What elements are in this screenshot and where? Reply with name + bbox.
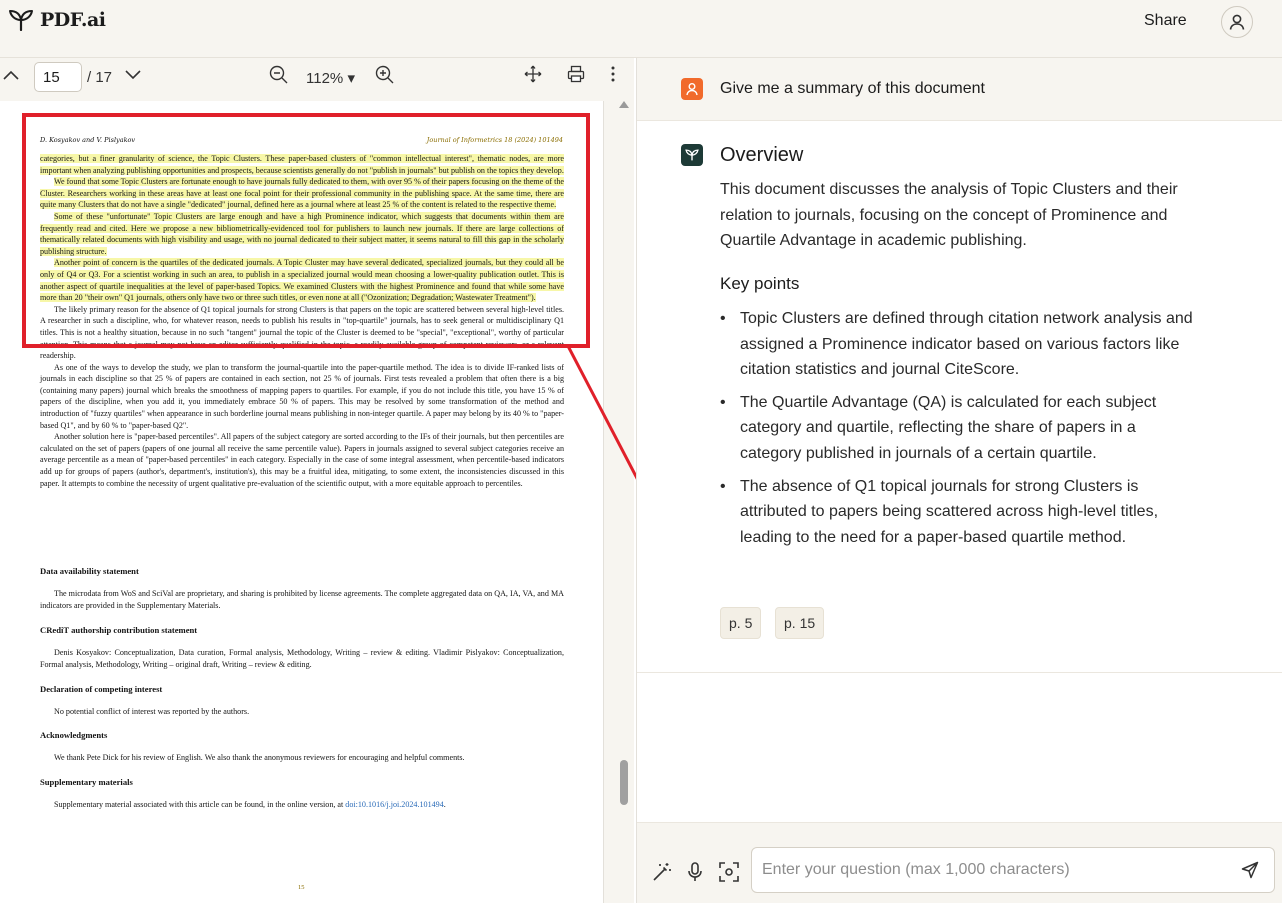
account-button[interactable] <box>1221 6 1253 38</box>
key-points-list <box>720 306 1200 557</box>
user-icon <box>1228 13 1246 31</box>
send-icon <box>1241 861 1259 879</box>
scroll-thumb[interactable] <box>620 760 628 805</box>
section-body: No potential conflict of interest was reported by the authors. <box>54 707 250 716</box>
assistant-avatar <box>681 144 703 166</box>
pan-button[interactable] <box>523 64 543 84</box>
pdf-paragraph <box>40 304 564 362</box>
section-body: Denis Kosyakov: Conceptualization, Data curation, Formal analysis, Methodology, Writing – review & editing. Vladimir Pislyakov: Conceptualization, Formal analysis, Methodology, Writing – original draft, Writing – review & editing. <box>40 648 564 669</box>
send-button[interactable] <box>1239 859 1261 881</box>
pdf-page-number: 15 <box>298 884 305 891</box>
chat-input-bar <box>637 822 1282 903</box>
body-text: Another solution here is "paper-based percentiles". All papers of the subject category are sorted according to the IFs of their journals, but then percentiles are calculated on the set of papers (papers of one journal all receive the same percentile value). Papers in journals assigned to several subject categories receive an average percentile as a mean of "paper-based percentiles" in each category. Especially in the case of some integral assessment, when percentile-based indicators add up for groups of papers (author's, department's, institution's), this may be a fruitful idea, mitigating, to some extent, the inconsistencies discussed in this paper. It attempts to combine the necessity of urgent qualitative pre-evaluation of the scientific output, with a more equitable approach to percentiles. <box>40 432 564 488</box>
screenshot-button[interactable] <box>717 860 741 884</box>
user-avatar <box>681 78 703 100</box>
doi-link[interactable]: doi:10.1016/j.joi.2024.101494 <box>345 800 444 809</box>
section-body: We thank Pete Dick for his review of English. We also thank the anonymous reviewers for encouraging and helpful comments. <box>54 753 465 762</box>
sprout-logo-icon <box>685 149 699 161</box>
zoom-out-button[interactable] <box>268 64 288 84</box>
section-heading: CRediT authorship contribution statement <box>40 625 198 635</box>
print-button[interactable] <box>566 64 586 84</box>
section-heading: Acknowledgments <box>40 730 108 740</box>
logo-text: PDF.ai <box>40 9 106 31</box>
highlight-span: We found that some Topic Clusters are fortunate enough to have journals fully dedicated to them, with over 95 % of their papers focusing on the theme of the Cluster. Researchers working in these areas have at least one focal point for their professional community in the publishing space. At the same time, there are quite many Clusters that do not have a single "dedicated" journal, defined here as a journal where at least 25 % of the content is related to the respective theme. <box>40 177 564 210</box>
user-message: Give me a summary of this document <box>720 80 985 97</box>
zoom-in-icon <box>375 65 394 84</box>
highlight-span: Another point of concern is the quartiles of the dedicated journals. A Topic Cluster may have several dedicated, specialized journals, but they could all be only of Q4 or Q3. For a scientist working in such an area, to publish in a specialized journal would mean choosing a lower-quality publication outlet. This is another aspect of quartile inequalities at the level of paper-based Topics. We examined Clusters with the highest Prominence and found that while some have more than 20 "their own" Q1 journals, others only have two or three such titles, or even none at all ("Ozonization; Degradation; Wastewater Treatment"). <box>40 258 564 303</box>
top-bar <box>0 0 1282 58</box>
key-point-item: • The Quartile Advantage (QA) is calculated for each subject category and quartile, reflecting the share of papers in a category published in journals of a certain quartile. <box>720 390 1200 467</box>
question-input[interactable] <box>751 847 1275 893</box>
viewer-toolbar <box>0 58 634 98</box>
highlight-span: categories, but a finer granularity of science, the Topic Clusters. These paper-based clusters of "common intellectual interest", thematic nodes, are more important when analyzing publishing opportunities and prospects, because scientists generally do not "publish in journals" but publish on the topics they develop. <box>40 154 564 175</box>
body-text: As one of the ways to develop the study, we plan to transform the journal-quartile into the paper-quartile method. The idea is to divide IF-ranked lists of journals in each discipline so that 25 % of papers are contained in each section, not 25 % of journals. First tests revealed a problem that often there is a big (containing many papers) journal which breaks the smoothness of mapping papers to quartiles. For example, if you do not include this title, you have 15 % of papers of the discipline, when you add it, you immediately embrace 50 % of papers. This may be resolved by some transformation of the method and introduction of "fuzzy quartiles" when appearance in such borderline journal means publishing in non-integer quartile. A paper may belong by its 40 % to "paper-based Q1", and by 60 % to "paper-based Q2". <box>40 362 564 430</box>
section-body: The microdata from WoS and SciVal are proprietary, and sharing is prohibited by license agreements. The complete aggregated data on QA, IA, VA, and MA indicators are provided in the Supplementary Materials. <box>40 589 564 610</box>
pdf-paragraph <box>40 362 564 432</box>
citation-chip-page-15[interactable]: p. 15 <box>775 607 824 639</box>
move-icon <box>524 65 542 83</box>
highlighted-passage[interactable] <box>40 153 564 489</box>
key-point-item: • The absence of Q1 topical journals for strong Clusters is attributed to papers being scattered across high-level titles, leading to the need for a paper-based quartile method. <box>720 474 1200 551</box>
citation-chip-page-5[interactable]: p. 5 <box>720 607 761 639</box>
pdf-paragraph <box>40 211 564 257</box>
pdf-paragraph <box>40 431 564 489</box>
kebab-menu-icon <box>611 66 615 82</box>
chevron-down-icon <box>125 70 141 80</box>
scroll-up-arrow-icon[interactable] <box>619 101 629 108</box>
screen-capture-icon <box>719 862 739 882</box>
zoom-in-button[interactable] <box>374 64 394 84</box>
zoom-caret-icon: ▾ <box>347 70 355 87</box>
pdf-paragraph <box>40 153 564 176</box>
next-page-button[interactable] <box>124 68 142 82</box>
section-heading: Declaration of competing interest <box>40 684 163 694</box>
logo[interactable] <box>8 9 106 31</box>
key-points-title: Key points <box>720 274 800 293</box>
key-point-item: • Topic Clusters are defined through citation network analysis and assigned a Prominence indicator based on various factors like citation statistics and journal CiteScore. <box>720 306 1200 383</box>
doi-tail: . <box>443 800 446 809</box>
user-icon <box>685 82 699 96</box>
previous-page-button[interactable] <box>2 66 20 84</box>
zoom-out-icon <box>269 65 288 84</box>
section-body-text: Supplementary material associated with this article can be found, in the online version, at <box>54 800 346 809</box>
section-heading: Data availability statement <box>40 566 139 576</box>
microphone-icon <box>686 862 704 882</box>
magic-wand-icon <box>652 862 672 882</box>
pdf-running-head-authors: D. Kosyakov and V. Pislyakov <box>40 136 136 144</box>
body-text: The likely primary reason for the absence of Q1 topical journals for strong Clusters is that papers on the topic are scattered between several high-level titles. A researcher in such a discipline, who, for whatever reason, needs to publish his results in "top-quartile" journals, has to seek general or multidisciplinary Q1 titles. This is not a healthy situation, because in no such "tangent" journal the topic of the Cluster is deemed to be "special", "exceptional", worthy of particular attention. This means that a journal may not have an editor sufficiently qualified in the topic, a readily available group of competent reviewers, or a relevant readership. <box>40 304 564 361</box>
highlight-span: Some of these "unfortunate" Topic Clusters are large enough and have a high Prominence indicator, which suggests that documents within them are frequently read and cited. Here we propose a new bibliometrically-evidenced tool for publishers to launch new journals. If there are large collections of thematically related documents with high visibility and usage, with no journal dedicated to their subject matter, it seems natural to fill this gap in the scholarly publishing structure. <box>40 211 564 256</box>
magic-wand-button[interactable] <box>650 860 674 884</box>
overview-title: Overview <box>720 144 804 166</box>
divider <box>637 672 1282 673</box>
page-number-input[interactable] <box>34 62 82 92</box>
section-body <box>40 799 564 811</box>
page-total: / 17 <box>87 69 113 86</box>
share-button[interactable]: Share <box>1144 12 1187 29</box>
printer-icon <box>567 65 585 83</box>
more-options-button[interactable] <box>606 64 620 84</box>
chat-panel <box>636 58 1282 903</box>
pdf-page <box>0 101 604 903</box>
pdf-paragraph <box>40 257 564 303</box>
pdf-running-head-journal: Journal of Informetrics 18 (2024) 101494 <box>426 136 563 144</box>
user-message-row <box>637 58 1282 121</box>
zoom-value: 112% <box>306 70 344 87</box>
pdf-viewer <box>0 58 634 903</box>
pdf-paragraph <box>40 176 564 211</box>
voice-input-button[interactable] <box>683 860 707 884</box>
zoom-select[interactable] <box>306 69 355 87</box>
chevron-up-icon <box>3 70 19 80</box>
overview-body: This document discusses the analysis of Topic Clusters and their relation to journals, focusing on the concept of Prominence and Quartile Advantage in academic publishing. <box>720 181 1178 250</box>
sprout-logo-icon <box>8 9 34 31</box>
section-heading: Supplementary materials <box>40 777 133 787</box>
